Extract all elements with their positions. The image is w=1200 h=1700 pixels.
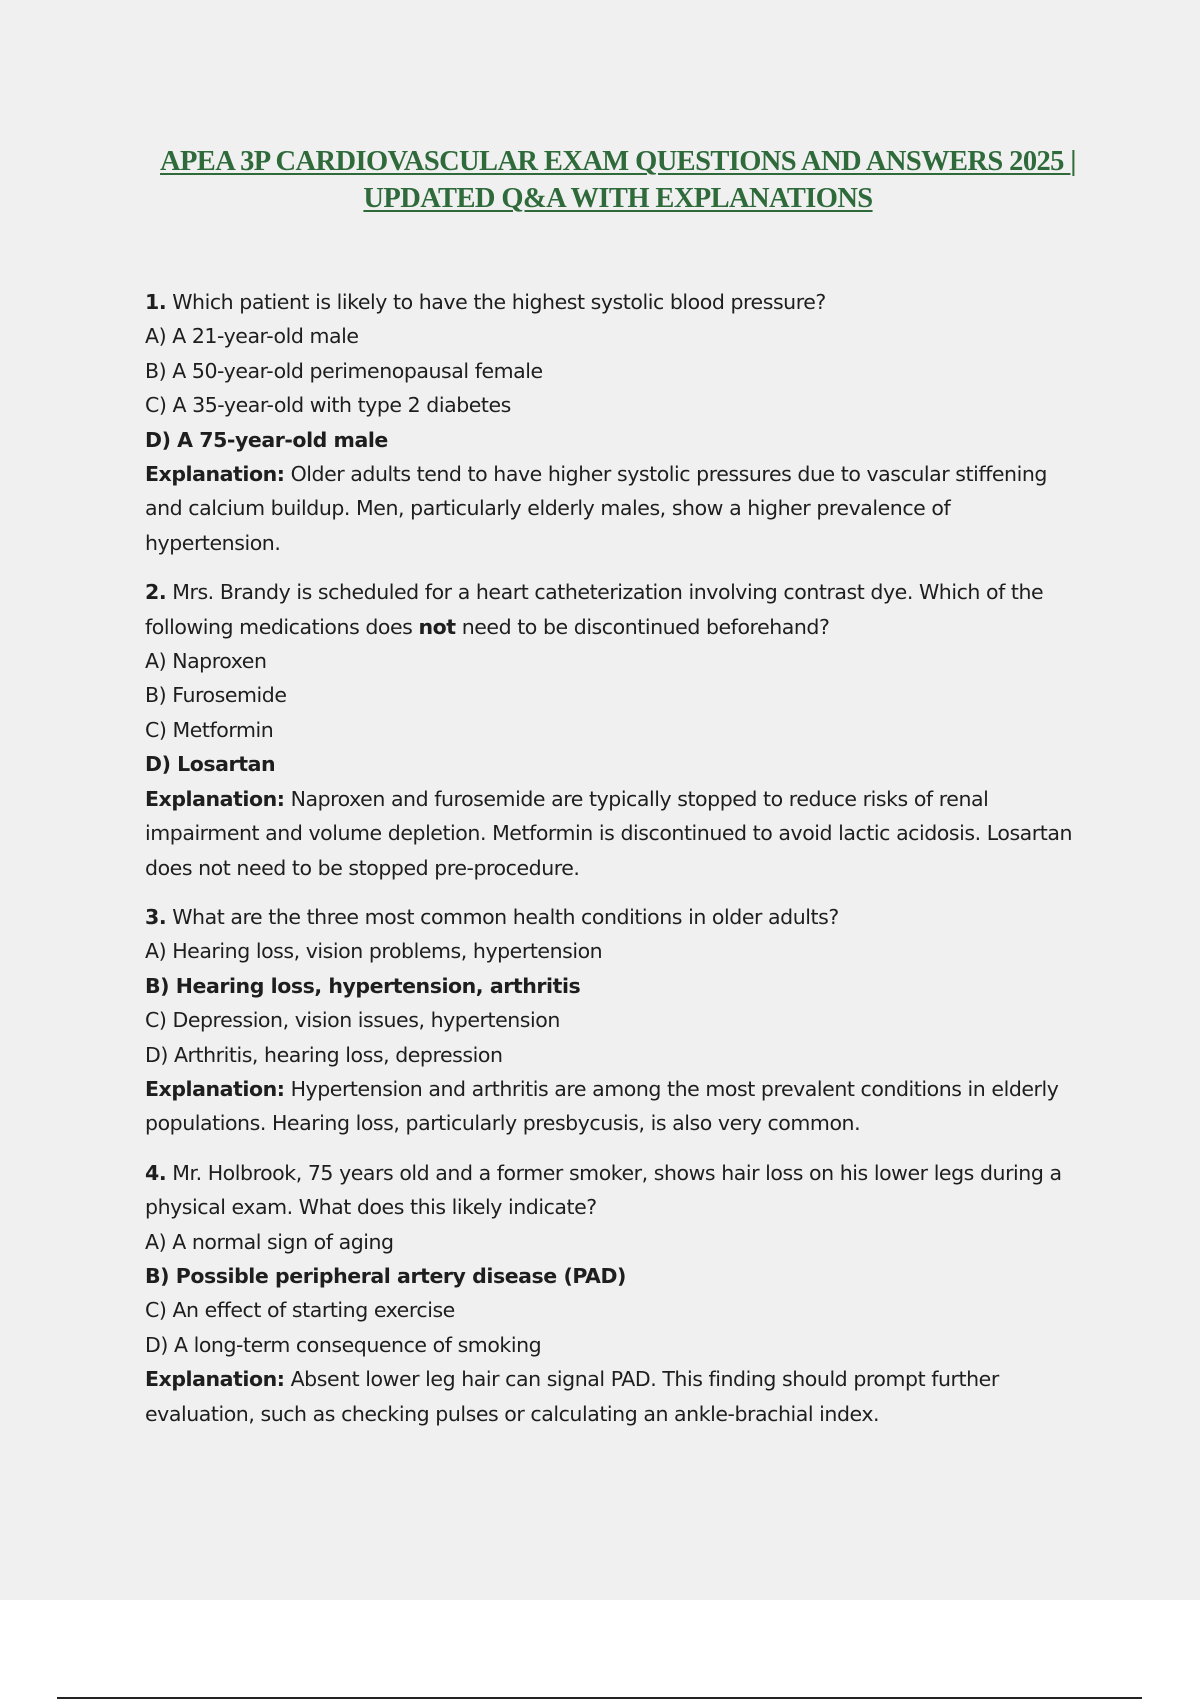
question-stem-emphasis: not [418, 614, 456, 639]
question-number: 4. [145, 1160, 167, 1185]
question-stem-part-1: Mrs. Brandy is scheduled for a heart catheterization involving contrast dye. Which of the following medications does [145, 580, 1044, 639]
question-1-text [145, 285, 1085, 319]
option-c: C) Depression, vision issues, hypertension [145, 1008, 560, 1033]
option-a: A) A normal sign of aging [145, 1229, 394, 1254]
title-line-1: APEA 3P CARDIOVASCULAR EXAM QUESTIONS AND ANSWERS 2025 | [160, 146, 1076, 177]
question-4 [145, 1156, 1085, 1431]
explanation-text: Hypertension and arthritis are among the most prevalent conditions in elderly populations. Hearing loss, particularly presbycusis, is also very common. [145, 1076, 1059, 1136]
question-3 [145, 900, 1085, 1141]
question-2 [145, 575, 1085, 885]
footer-divider [57, 1697, 1142, 1699]
option-b: B) Furosemide [145, 683, 287, 708]
question-stem: What are the three most common health conditions in older adults? [172, 904, 839, 929]
correct-answer: D) A 75-year-old male [145, 427, 388, 452]
explanation-label: Explanation: [145, 1367, 285, 1392]
option-a: A) A 21-year-old male [145, 324, 359, 349]
correct-answer: B) Hearing loss, hypertension, arthritis [145, 973, 581, 998]
option-b: B) A 50-year-old perimenopausal female [145, 358, 543, 383]
question-3-text [145, 900, 1085, 934]
option-a: A) Hearing loss, vision problems, hypertension [145, 939, 603, 964]
title-line-2: UPDATED Q&A WITH EXPLANATIONS [363, 183, 873, 214]
question-1 [145, 285, 1085, 560]
explanation [145, 1362, 1085, 1431]
explanation-text: Naproxen and furosemide are typically stopped to reduce risks of renal impairment and volume depletion. Metformin is discontinued to avoid lactic acidosis. Losartan does not need to be stopped pre-procedure. [145, 786, 1073, 880]
option-a: A) Naproxen [145, 649, 267, 674]
question-2-text [145, 575, 1085, 644]
explanation-label: Explanation: [145, 786, 285, 811]
explanation [145, 1072, 1085, 1141]
explanation-text: Absent lower leg hair can signal PAD. This finding should prompt further evaluation, such as checking pulses or calculating an ankle-brachial index. [145, 1367, 999, 1426]
question-4-text [145, 1156, 1085, 1225]
explanation-label: Explanation: [145, 462, 285, 487]
explanation [145, 457, 1085, 560]
question-number: 3. [145, 904, 167, 929]
question-stem-part-2: need to be discontinued beforehand? [461, 614, 830, 639]
correct-answer: D) Losartan [145, 752, 276, 777]
question-stem: Mr. Holbrook, 75 years old and a former smoker, shows hair loss on his lower legs during a physical exam. What does this likely indicate? [145, 1160, 1062, 1220]
question-number: 1. [145, 290, 167, 314]
correct-answer: B) Possible peripheral artery disease (PAD) [145, 1263, 626, 1288]
question-stem: Which patient is likely to have the highest systolic blood pressure? [172, 290, 826, 314]
explanation-label: Explanation: [145, 1076, 285, 1101]
question-number: 2. [145, 580, 167, 605]
option-c: C) A 35-year-old with type 2 diabetes [145, 393, 511, 418]
questions-list [145, 285, 1085, 1446]
option-d: D) A long-term consequence of smoking [145, 1332, 542, 1357]
option-d: D) Arthritis, hearing loss, depression [145, 1042, 503, 1067]
explanation-text: Older adults tend to have higher systolic pressures due to vascular stiffening and calcium buildup. Men, particularly elderly males, show a higher prevalence of hypertension. [145, 462, 1047, 555]
document-title [120, 143, 1116, 217]
option-c: C) An effect of starting exercise [145, 1298, 455, 1323]
explanation [145, 782, 1085, 885]
option-c: C) Metformin [145, 717, 274, 742]
